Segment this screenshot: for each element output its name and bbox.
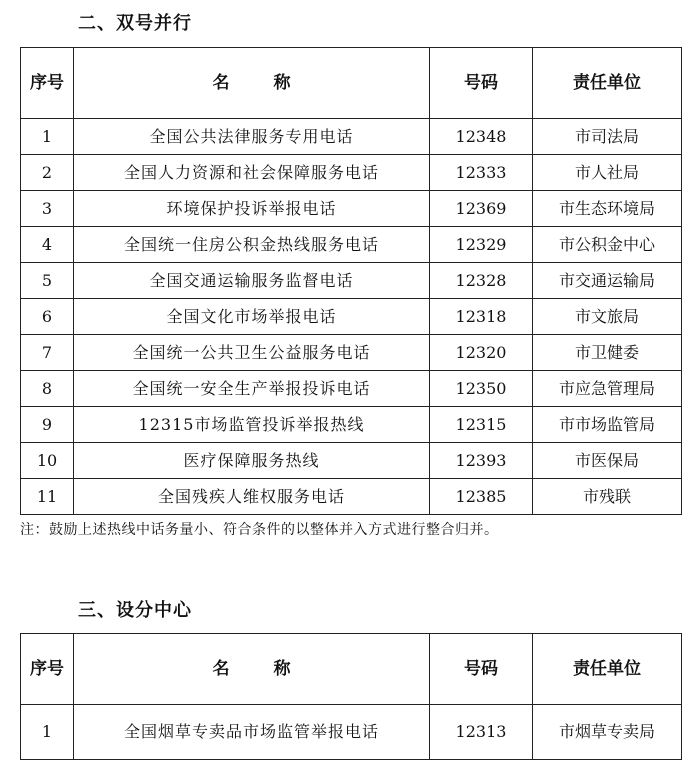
table-note: 注：鼓励上述热线中话务量小、符合条件的以整体并入方式进行整合归并。 <box>20 522 499 538</box>
cell-number: 12369 <box>430 191 533 227</box>
cell-name: 医疗保障服务热线 <box>74 443 430 479</box>
header-name-part-a: 名 <box>212 658 230 679</box>
cell-unit: 市文旅局 <box>533 299 682 335</box>
cell-name: 全国人力资源和社会保障服务电话 <box>74 155 430 191</box>
cell-seq: 8 <box>21 371 74 407</box>
cell-seq: 10 <box>21 443 74 479</box>
cell-number: 12329 <box>430 227 533 263</box>
header-name-part-b: 称 <box>273 658 291 679</box>
cell-name: 全国统一住房公积金热线服务电话 <box>74 227 430 263</box>
cell-unit: 市应急管理局 <box>533 371 682 407</box>
cell-name: 环境保护投诉举报电话 <box>74 191 430 227</box>
cell-seq: 7 <box>21 335 74 371</box>
section-title-dual-number: 二、双号并行 <box>78 13 192 34</box>
cell-name: 全国残疾人维权服务电话 <box>74 479 430 515</box>
cell-seq: 2 <box>21 155 74 191</box>
section-title-sub-center: 三、设分中心 <box>78 600 192 621</box>
cell-number: 12393 <box>430 443 533 479</box>
cell-name: 全国文化市场举报电话 <box>74 299 430 335</box>
table-row <box>21 227 682 263</box>
table-header-row <box>21 48 682 119</box>
cell-unit: 市交通运输局 <box>533 263 682 299</box>
table-row <box>21 155 682 191</box>
header-number: 号码 <box>430 634 533 705</box>
table-row <box>21 705 682 760</box>
sub-center-table <box>20 633 682 760</box>
cell-seq: 9 <box>21 407 74 443</box>
header-name <box>74 634 430 705</box>
cell-unit: 市生态环境局 <box>533 191 682 227</box>
cell-unit: 市残联 <box>533 479 682 515</box>
table-row <box>21 119 682 155</box>
table-row <box>21 479 682 515</box>
table-row <box>21 371 682 407</box>
cell-seq: 6 <box>21 299 74 335</box>
cell-name: 全国统一公共卫生公益服务电话 <box>74 335 430 371</box>
header-unit: 责任单位 <box>533 48 682 119</box>
cell-number: 12315 <box>430 407 533 443</box>
cell-seq: 5 <box>21 263 74 299</box>
cell-number: 12333 <box>430 155 533 191</box>
cell-name: 全国交通运输服务监督电话 <box>74 263 430 299</box>
table-row <box>21 191 682 227</box>
header-name-part-b: 称 <box>273 72 291 93</box>
cell-seq: 1 <box>21 119 74 155</box>
cell-number: 12348 <box>430 119 533 155</box>
header-name-part-a: 名 <box>212 72 230 93</box>
table-row <box>21 299 682 335</box>
cell-number: 12320 <box>430 335 533 371</box>
table-header-row <box>21 634 682 705</box>
cell-unit: 市人社局 <box>533 155 682 191</box>
cell-name: 全国烟草专卖品市场监管举报电话 <box>74 705 430 760</box>
cell-name: 全国统一安全生产举报投诉电话 <box>74 371 430 407</box>
cell-number: 12318 <box>430 299 533 335</box>
cell-name: 全国公共法律服务专用电话 <box>74 119 430 155</box>
table-row <box>21 263 682 299</box>
cell-number: 12328 <box>430 263 533 299</box>
cell-seq: 4 <box>21 227 74 263</box>
dual-number-table <box>20 47 682 515</box>
header-seq: 序号 <box>21 634 74 705</box>
cell-unit: 市卫健委 <box>533 335 682 371</box>
header-unit: 责任单位 <box>533 634 682 705</box>
table-row <box>21 407 682 443</box>
table-row <box>21 443 682 479</box>
header-seq: 序号 <box>21 48 74 119</box>
cell-unit: 市市场监管局 <box>533 407 682 443</box>
cell-seq: 3 <box>21 191 74 227</box>
header-name <box>74 48 430 119</box>
table-row <box>21 335 682 371</box>
cell-seq: 11 <box>21 479 74 515</box>
cell-seq: 1 <box>21 705 74 760</box>
cell-number: 12313 <box>430 705 533 760</box>
cell-unit: 市医保局 <box>533 443 682 479</box>
header-number: 号码 <box>430 48 533 119</box>
cell-number: 12350 <box>430 371 533 407</box>
cell-unit: 市烟草专卖局 <box>533 705 682 760</box>
cell-unit: 市司法局 <box>533 119 682 155</box>
cell-number: 12385 <box>430 479 533 515</box>
cell-name: 12315市场监管投诉举报热线 <box>74 407 430 443</box>
cell-unit: 市公积金中心 <box>533 227 682 263</box>
